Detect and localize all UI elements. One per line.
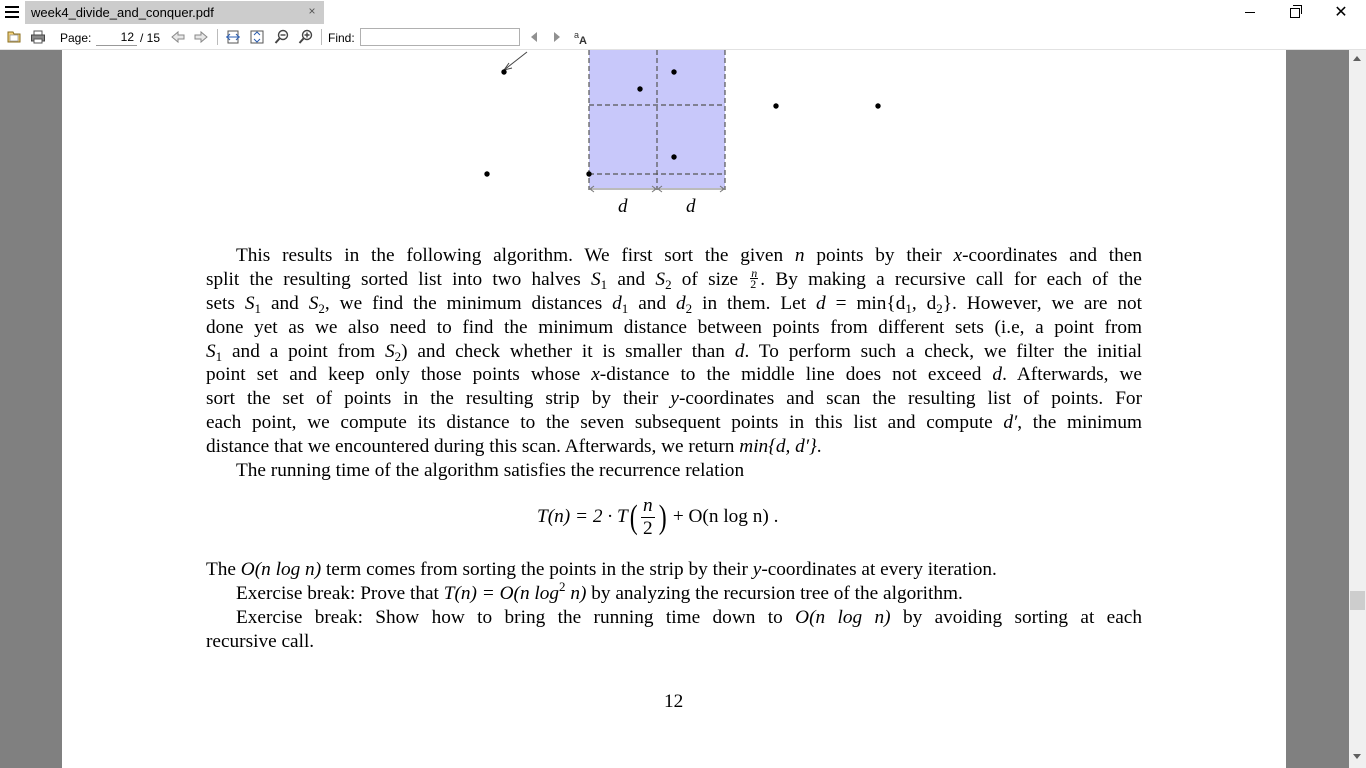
zoom-out-icon[interactable] [274,29,290,45]
find-input[interactable] [360,28,520,46]
close-window-button[interactable] [1318,0,1364,25]
point [501,69,506,74]
svg-text:A: A [579,35,587,45]
maximize-button[interactable] [1272,0,1318,25]
menu-icon[interactable] [5,6,19,18]
width-label-left: d [618,196,628,217]
print-icon[interactable] [30,29,46,45]
analysis-paragraph [206,558,1142,654]
pdf-page [62,50,1286,768]
exercise-break-2: Exercise break: Show how to bring the running time down to O(n log n) by avoiding sorting at each [236,606,1142,628]
find-label: Find: [328,31,355,45]
point [586,171,591,176]
restore-icon [1290,8,1300,18]
text-line: distance that we encountered during this scan. Afterwards, we return min{d, d′}. [206,436,822,458]
text-line: each point, we compute its distance to the seven subsequent points in this list and compute d′, the minimum [206,412,1142,434]
close-icon: ✕ [1334,3,1348,21]
point [773,103,778,108]
point [875,103,880,108]
scroll-down-icon[interactable] [1353,754,1361,759]
open-file-icon[interactable] [6,29,22,45]
algorithm-paragraph [206,244,1142,483]
exercise-break-1: Exercise break: Prove that T(n) = O(n $\log^2 n$) by analyzing the recursion tree of the algorithm. [236,578,963,604]
tab-close-icon[interactable]: × [308,4,316,18]
fraction-n-over-2: $\frac{n}{2}$ [643,495,653,539]
tab-title: week4_divide_and_conquer.pdf [31,5,214,20]
page-number-input[interactable] [96,28,137,46]
previous-page-icon[interactable] [170,29,186,45]
scroll-up-icon[interactable] [1353,56,1361,61]
next-page-icon[interactable] [193,29,209,45]
toolbar-separator [217,29,218,45]
text-line: sort the set of points in the resulting strip by their y-coordinates and scan the resulting list of points. For [206,388,1142,410]
document-viewport[interactable] [0,50,1349,768]
text-line: sets $S_1$ and $S_2$, we find the minimum distances $d_1$ and $d_2$ in them. Let $d = \min\{d_1$, $d_2$}. However, we are not [206,292,1142,316]
fit-width-icon[interactable] [249,29,265,45]
page-label: Page: [60,31,92,45]
point [671,154,676,159]
text-line: The O(n log n) term comes from sorting the points in the strip by their y-coordinates at every iteration. [206,559,997,580]
fraction-n-over-2: $\frac{n}{2}$ [750,267,758,291]
text-line: recursive call. [206,630,315,652]
toolbar-separator [321,29,322,45]
width-label-right: d [686,196,696,217]
text-line: $S_1$ and a point from $S_2$) and check whether it is smaller than d. To perform such a check, we filter the initial [206,340,1142,364]
point [484,171,489,176]
scrollbar-thumb[interactable] [1350,591,1365,610]
page-number: 12 [664,691,684,712]
text-line: This results in the following algorithm. We first sort the given n points by their x-coordinates and then [236,245,1142,266]
page-total: / 15 [140,31,161,45]
text-line: point set and keep only those points whose x-distance to the middle line does not exceed d. Afterwards, we [206,364,1142,386]
zoom-in-icon[interactable] [298,29,314,45]
pointer-arrow [504,52,527,70]
document-tab[interactable] [25,1,324,24]
match-case-icon[interactable] [573,29,589,45]
recurrence-intro: The running time of the algorithm satisfies the recurrence relation [236,460,745,482]
toolbar [0,25,1366,50]
minimize-button[interactable] [1227,0,1273,25]
recurrence-equation: T(n) = 2 · T( $\frac{n}{2}$ ) + O(n log n) . [537,495,779,539]
text-line: split the resulting sorted list into two halves $S_1$ and $S_2$ of size $\frac{n}{2}$ . By making a recursive call for each of the [206,267,1142,292]
find-next-icon[interactable] [549,29,565,45]
title-bar [0,0,1366,25]
point [637,86,642,91]
vertical-scrollbar[interactable] [1349,50,1366,768]
point [671,69,676,74]
minimize-icon [1245,12,1255,13]
text-line: done yet as we also need to find the minimum distance between points from different sets (i.e, a point from [206,316,1142,338]
svg-text:a: a [574,30,580,40]
fit-page-icon[interactable] [225,29,241,45]
closest-pair-figure [62,50,1286,225]
find-previous-icon[interactable] [526,29,542,45]
